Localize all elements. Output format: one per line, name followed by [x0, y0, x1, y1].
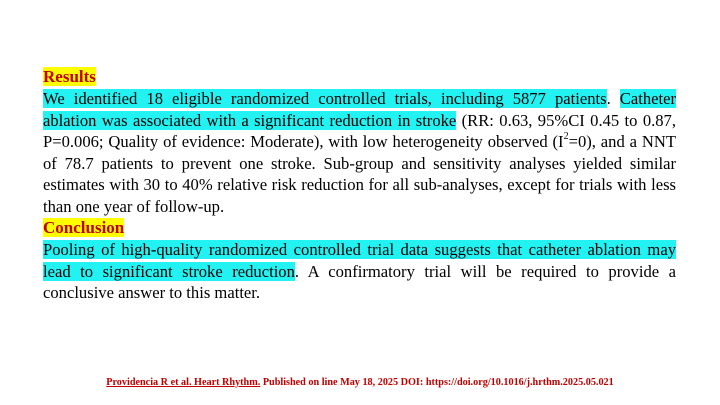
conclusion-heading: [43, 217, 676, 239]
conclusion-paragraph: [43, 239, 676, 304]
results-paragraph: [43, 88, 676, 217]
abstract-content: [43, 66, 676, 304]
citation-details: Published on line May 18, 2025 DOI: https://doi.org/10.1016/j.hrthm.2025.05.021: [260, 377, 614, 388]
citation-footer: [0, 377, 720, 388]
conclusion-text: . A confirmatory trial will be required to provide a conclusive answer to this matter.: [43, 261, 676, 302]
results-heading-text: Results: [43, 67, 96, 86]
i-squared-superscript: 2: [563, 131, 569, 143]
results-highlight-2: Catheter ablation was associated with a significant reduction in stroke: [43, 89, 677, 130]
conclusion-highlight: Pooling of high-quality randomized controlled trial data suggests that catheter ablation may lead to significant stroke reduction: [43, 240, 676, 281]
results-text-3: =0), and a NNT of 78.7 patients to prevent one stroke. Sub-group and sensitivity analyses yielded similar estimates with 30 to 40% relative risk reduction for all sub-analyses, except for trials with less than one year of follow-up.: [43, 132, 677, 216]
results-text-1: .: [606, 89, 620, 108]
results-highlight-1: We identified 18 eligible randomized controlled trials, including 5877 patients: [43, 89, 607, 108]
citation-authors-link[interactable]: Providencia R et al. Heart Rhythm.: [106, 377, 261, 388]
conclusion-heading-text: Conclusion: [43, 218, 125, 237]
results-heading: [43, 66, 676, 88]
results-text-2: (RR: 0.63, 95%CI 0.45 to 0.87, P=0.006; Quality of evidence: Moderate), with low heterogeneity observed (I: [43, 110, 677, 151]
